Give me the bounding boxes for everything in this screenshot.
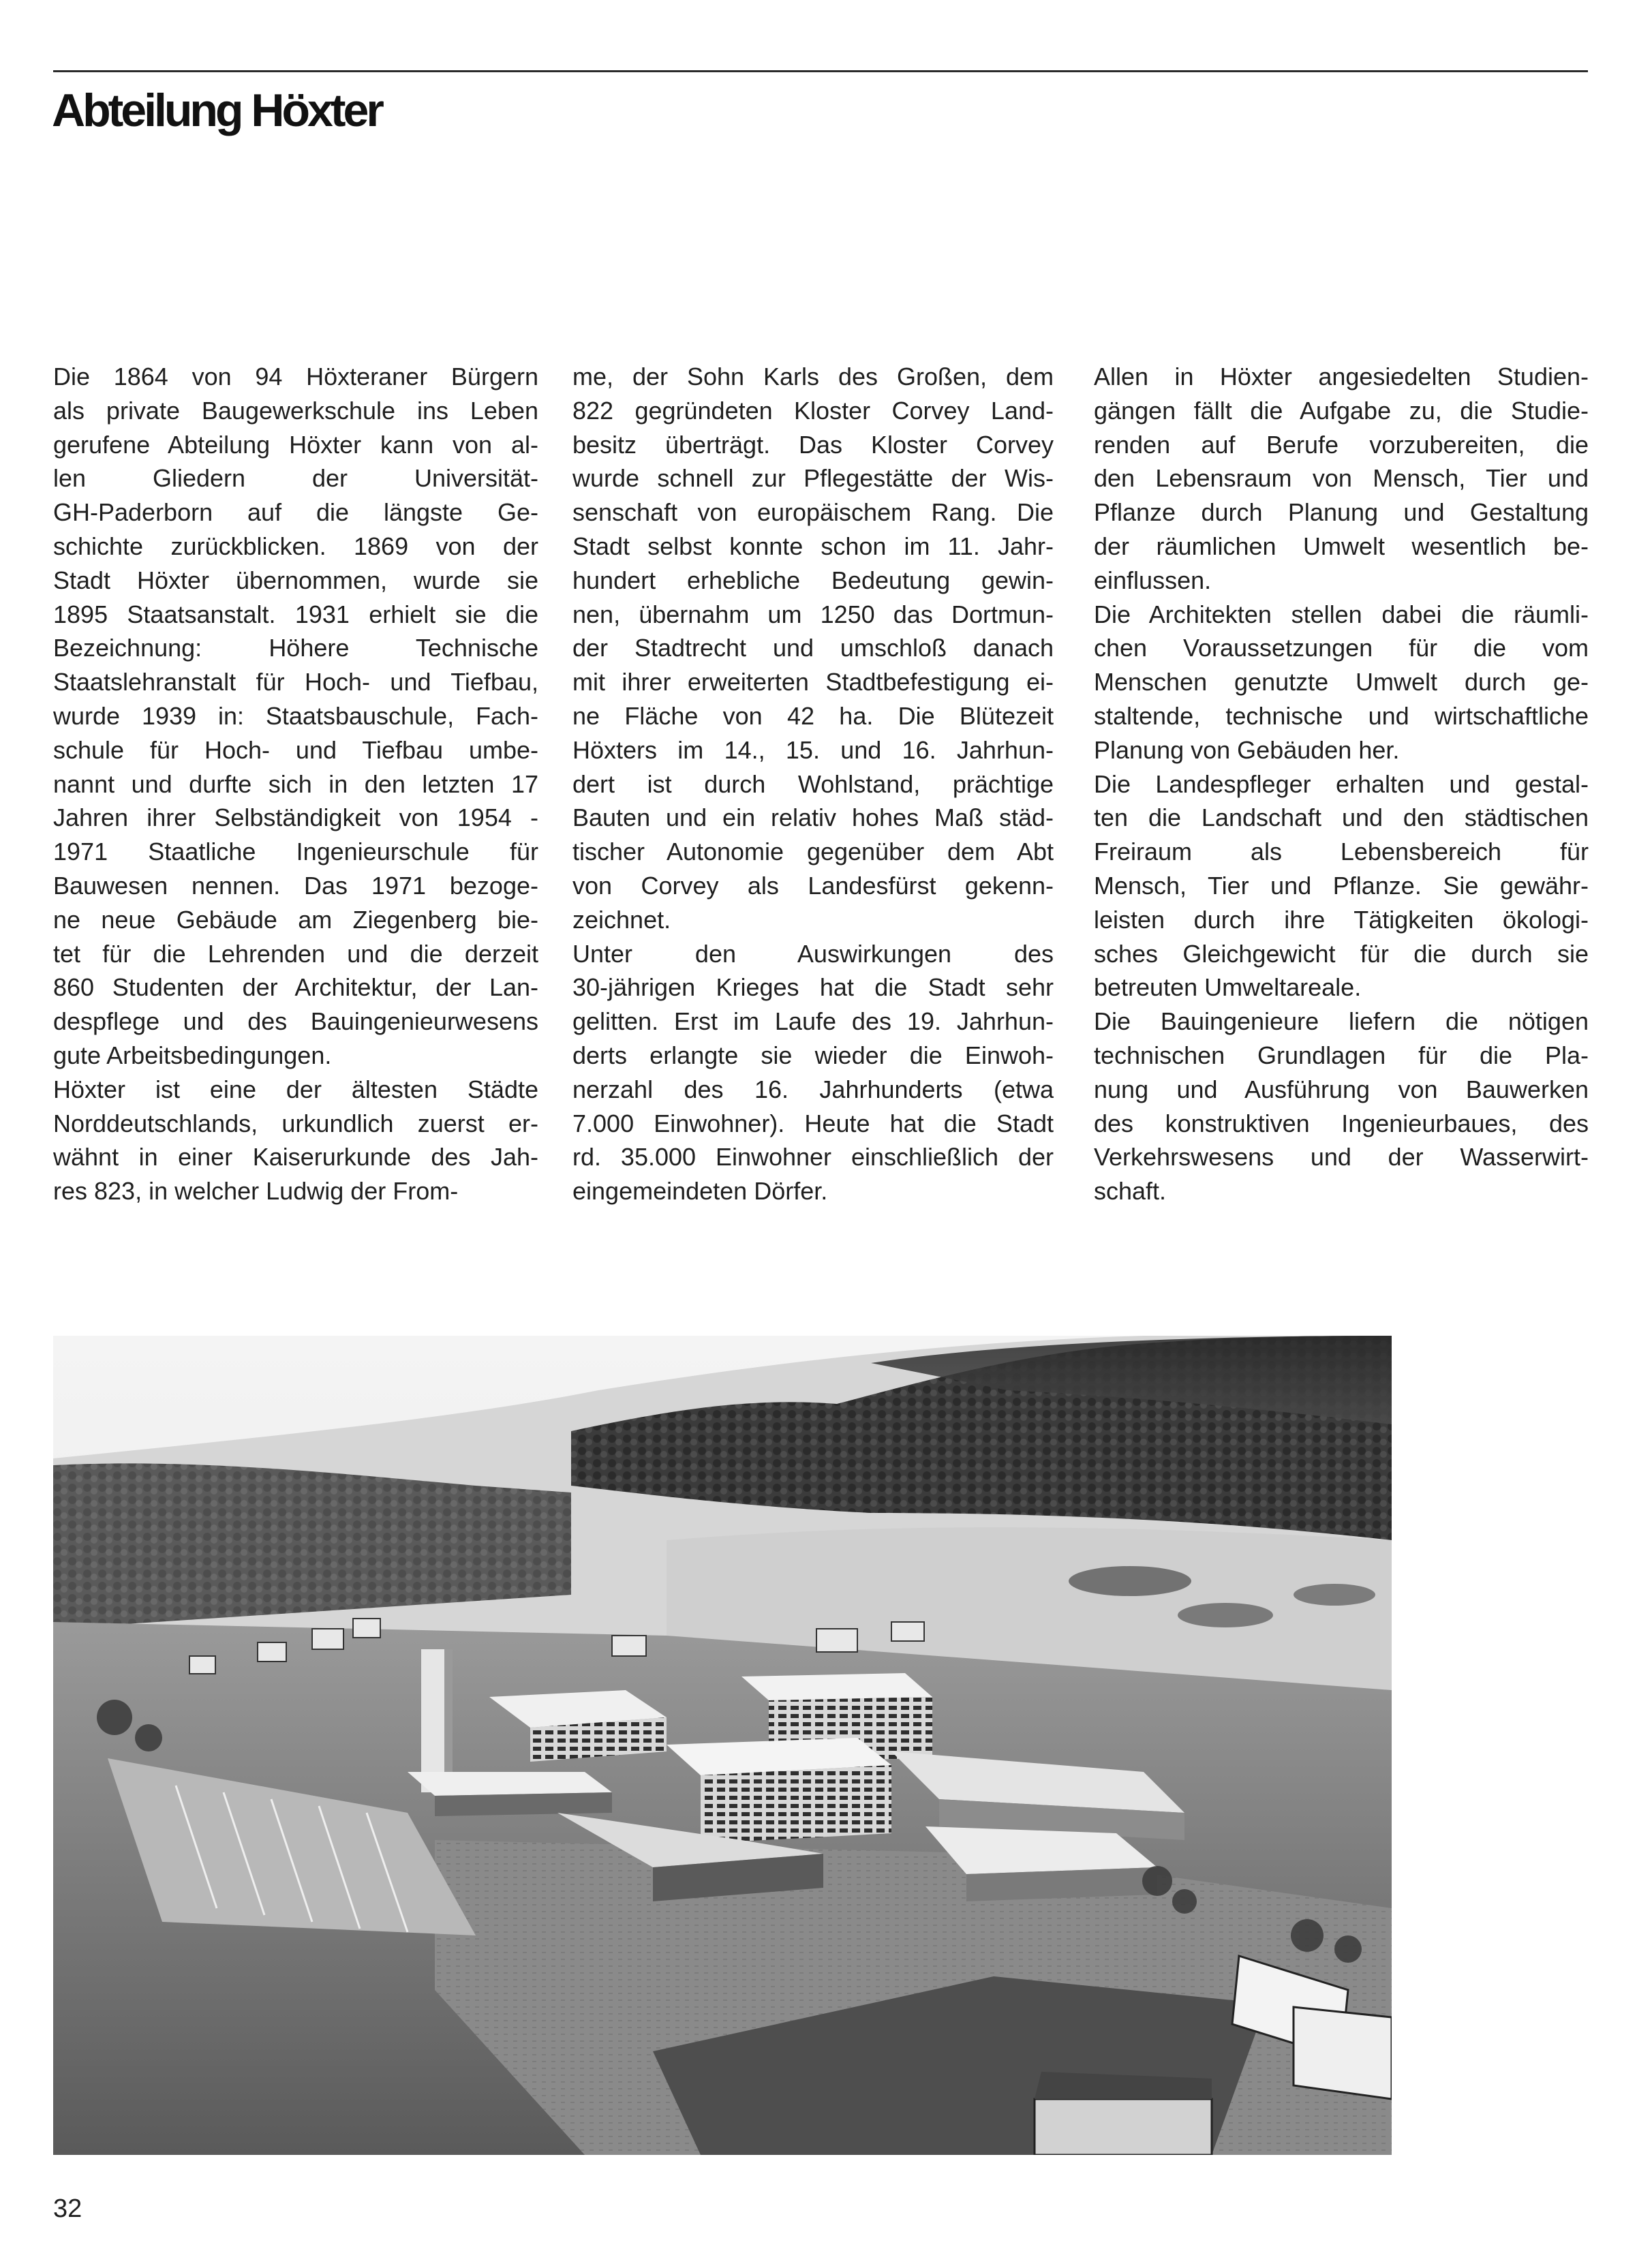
text-line: Mensch, Tier und Pflanze. Sie gewähr- [1094,871,1589,900]
text-line: Jahren ihrer Selbständigkeit von 1954 - [53,803,538,832]
text-line: senschaft von europäischem Rang. Die [572,498,1054,527]
text-line: 1895 Staatsanstalt. 1931 erhielt sie die [53,600,538,628]
text-line: Staatslehranstalt für Hoch- und Tiefbau, [53,668,538,696]
text-line: staltende, technische und wirtschaftliche [1094,701,1589,730]
text-line: betreuten Umweltareale. [1094,973,1362,1002]
text-line: der Stadtrecht und umschloß danach [572,634,1054,662]
text-line: me, der Sohn Karls des Großen, dem [572,363,1054,391]
text-line: zeichnet. [572,905,671,934]
text-line: besitz überträgt. Das Kloster Corvey [572,430,1054,459]
text-line: 30-jährigen Krieges hat die Stadt sehr [572,973,1054,1002]
header-rule [53,70,1588,72]
text-line: des konstruktiven Ingenieurbaues, des [1094,1109,1589,1137]
aerial-photo-campus [53,1336,1392,2155]
text-line: 7.000 Einwohner). Heute hat die Stadt [572,1109,1054,1137]
text-line: einflussen. [1094,566,1212,594]
text-line: Höxter ist eine der ältesten Städte [53,1075,538,1103]
text-line: gängen fällt die Aufgabe zu, die Studie- [1094,396,1589,425]
text-line: tet für die Lehrenden und die derzeit [53,939,538,968]
text-line: Menschen genutzte Umwelt durch ge- [1094,668,1589,696]
text-line: Bauwesen nennen. Das 1971 bezoge- [53,871,538,900]
text-line: ne Fläche von 42 ha. Die Blütezeit [572,701,1054,730]
text-line: nung und Ausführung von Bauwerken [1094,1075,1589,1103]
text-line: despflege und des Bauingenieurwesens [53,1007,538,1036]
text-column-1 [53,360,538,1208]
page-number: 32 [53,2194,82,2223]
text-line: gerufene Abteilung Höxter kann von al- [53,430,538,459]
text-line: Stadt Höxter übernommen, wurde sie [53,566,538,594]
text-line: schichte zurückblicken. 1869 von der [53,532,538,560]
text-line: Pflanze durch Planung und Gestaltung [1094,498,1589,527]
text-line: Unter den Auswirkungen des [572,939,1054,968]
text-line: wähnt in einer Kaiserurkunde des Jah- [53,1143,538,1172]
text-line: dert ist durch Wohlstand, prächtige [572,769,1054,798]
text-line: nen, übernahm um 1250 das Dortmun- [572,600,1054,628]
text-line: den Lebensraum von Mensch, Tier und [1094,464,1589,493]
text-line: wurde schnell zur Pflegestätte der Wis- [572,464,1054,493]
text-line: Bauten und ein relativ hohes Maß städ- [572,803,1054,832]
text-line: schaft. [1094,1177,1167,1206]
text-line: res 823, in welcher Ludwig der From- [53,1177,459,1206]
text-line: wurde 1939 in: Staatsbauschule, Fach- [53,701,538,730]
text-line: len Gliedern der Universität- [53,464,538,493]
text-line: ne neue Gebäude am Ziegenberg bie- [53,905,538,934]
page-title: Abteilung Höxter [52,85,382,136]
text-line: 860 Studenten der Architektur, der Lan- [53,973,538,1002]
text-line: Die 1864 von 94 Höxteraner Bürgern [53,363,538,391]
text-line: sches Gleichgewicht für die durch sie [1094,939,1589,968]
text-line: Freiraum als Lebensbereich für [1094,838,1589,866]
text-line: Allen in Höxter angesiedelten Studien- [1094,363,1589,391]
text-line: leisten durch ihre Tätigkeiten ökologi- [1094,905,1589,934]
text-line: Norddeutschlands, urkundlich zuerst er- [53,1109,538,1137]
text-line: chen Voraussetzungen für die vom [1094,634,1589,662]
text-line: eingemeindeten Dörfer. [572,1177,828,1206]
text-line: derts erlangte sie wieder die Einwoh- [572,1041,1054,1069]
text-line: hundert erhebliche Bedeutung gewin- [572,566,1054,594]
text-line: 822 gegründeten Kloster Corvey Land- [572,396,1054,425]
text-line: als private Baugewerkschule ins Leben [53,396,538,425]
text-line: von Corvey als Landesfürst gekenn- [572,871,1054,900]
text-line: gelitten. Erst im Laufe des 19. Jahrhun- [572,1007,1054,1036]
text-line: technischen Grundlagen für die Pla- [1094,1041,1589,1069]
text-line: mit ihrer erweiterten Stadtbefestigung ei- [572,668,1054,696]
text-line: 1971 Staatliche Ingenieurschule für [53,838,538,866]
text-line: der räumlichen Umwelt wesentlich be- [1094,532,1589,560]
text-line: nannt und durfte sich in den letzten 17 [53,769,538,798]
text-line: rd. 35.000 Einwohner einschließlich der [572,1143,1054,1172]
text-line: Die Bauingenieure liefern die nötigen [1094,1007,1589,1036]
text-line: Verkehrswesens und der Wasserwirt- [1094,1143,1589,1172]
text-line: Die Architekten stellen dabei die räumli- [1094,600,1589,628]
text-line: gute Arbeitsbedingungen. [53,1041,332,1069]
text-line: GH-Paderborn auf die längste Ge- [53,498,538,527]
text-line: nerzahl des 16. Jahrhunderts (etwa [572,1075,1054,1103]
text-line: renden auf Berufe vorzubereiten, die [1094,430,1589,459]
text-line: Planung von Gebäuden her. [1094,735,1400,764]
text-line: Stadt selbst konnte schon im 11. Jahr- [572,532,1054,560]
text-line: tischer Autonomie gegenüber dem Abt [572,838,1054,866]
text-column-2 [572,360,1054,1208]
text-line: ten die Landschaft und den städtischen [1094,803,1589,832]
text-line: schule für Hoch- und Tiefbau umbe- [53,735,538,764]
text-line: Höxters im 14., 15. und 16. Jahrhun- [572,735,1054,764]
text-column-3 [1094,360,1589,1208]
text-line: Bezeichnung: Höhere Technische [53,634,538,662]
text-line: Die Landespfleger erhalten und gestal- [1094,769,1589,798]
